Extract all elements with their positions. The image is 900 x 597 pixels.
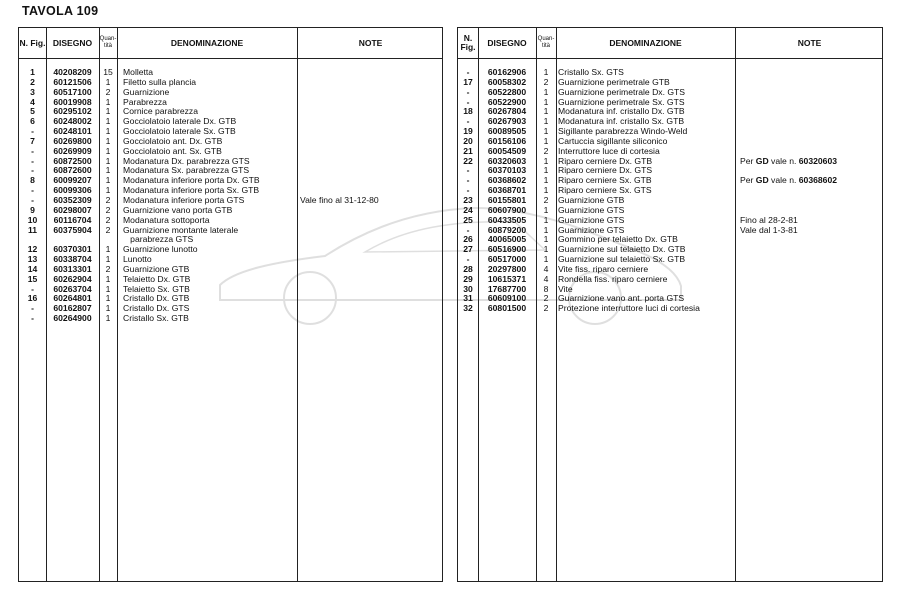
fig-number: 9 [30, 204, 35, 215]
rows-right [458, 68, 882, 314]
quantity: 1 [105, 185, 111, 196]
fig-number: - [31, 194, 34, 205]
denominazione: Riparo cerniere Sx. GTS [558, 185, 652, 196]
denominazione: Modanatura inferiore porta Dx. GTB [123, 175, 260, 186]
fig-number: 15 [27, 273, 38, 284]
fig-number: - [466, 116, 470, 127]
denominazione: Riparo cerniere Sx. GTB [558, 175, 652, 186]
disegno-code: 60058302 [487, 76, 527, 87]
note-prefix: Fino al 28-2-81 [740, 214, 798, 225]
disegno-code: 60517100 [53, 86, 92, 97]
fig-number: - [466, 185, 470, 196]
disegno-code: 60872500 [53, 155, 92, 166]
quantity: 1 [105, 244, 111, 255]
fig-number: - [31, 155, 34, 166]
note-part-number: 60368602 [798, 175, 838, 186]
fig-number: - [466, 224, 470, 235]
denominazione: Cristallo Sx. GTB [123, 313, 189, 324]
denominazione: parabrezza GTS [123, 234, 194, 245]
fig-number: 11 [27, 224, 38, 235]
denominazione: Guarnizione GTS [558, 204, 625, 215]
quantity: 1 [543, 86, 549, 97]
denominazione: Guarnizione perimetrale Dx. GTS [558, 86, 686, 97]
denominazione: Guarnizione vano ant. porta GTS [558, 293, 685, 304]
denominazione: Gocciolatoio ant. Sx. GTB [123, 145, 222, 156]
quantity: 1 [543, 224, 549, 235]
denominazione: Telaietto Dx. GTB [123, 273, 191, 284]
table-row [19, 226, 442, 236]
note-model: GD [755, 155, 769, 166]
fig-number: - [31, 313, 34, 324]
disegno-code: 60263704 [53, 283, 92, 294]
disegno-code: 60248002 [53, 116, 92, 127]
denominazione: Molletta [123, 67, 154, 77]
table-row [458, 304, 882, 314]
disegno-code: 60099306 [53, 185, 92, 196]
rows-left [19, 68, 442, 324]
page-title: TAVOLA 109 [22, 4, 99, 18]
disegno-code: 60516900 [487, 244, 527, 255]
denominazione: Guarnizione perimetrale GTB [558, 76, 670, 87]
quantity: 1 [543, 234, 549, 245]
fig-number: 26 [463, 234, 473, 245]
denominazione: Telaietto Sx. GTB [123, 283, 190, 294]
fig-number: - [466, 165, 470, 176]
table-row [19, 314, 442, 324]
denominazione: Cristallo Dx. GTS [123, 303, 190, 314]
denominazione: Cristallo Dx. GTB [123, 293, 190, 304]
denominazione: Gommino per telaietto Dx. GTB [558, 234, 678, 245]
fig-number: 12 [27, 244, 38, 255]
header-note: NOTE [797, 37, 822, 48]
parts-table-right [457, 27, 883, 582]
fig-number: 27 [463, 244, 473, 255]
disegno-code: 60522800 [487, 86, 527, 97]
note: Vale fino al 31-12-80 [300, 194, 379, 205]
denominazione: Sigillante parabrezza Windo-Weld [558, 126, 688, 137]
quantity: 2 [105, 224, 111, 235]
fig-number: 23 [463, 194, 473, 205]
disegno-code: 60607900 [487, 204, 527, 215]
denominazione: Guarnizione vano porta GTB [123, 204, 233, 215]
quantity: 1 [105, 126, 111, 137]
note-prefix: Per [740, 175, 756, 186]
quantity: 4 [543, 273, 549, 284]
quantity: 2 [105, 86, 111, 97]
disegno-code: 60338704 [53, 254, 92, 265]
denominazione: Guarnizione GTB [123, 263, 190, 274]
disegno-code: 60872600 [53, 165, 92, 176]
quantity: 2 [543, 303, 549, 314]
fig-number: 19 [463, 126, 473, 137]
note [740, 226, 798, 236]
fig-number: 32 [463, 303, 473, 314]
fig-number: - [31, 165, 34, 176]
denominazione: Vite fiss. riparo cerniere [558, 263, 649, 274]
disegno-code: 60054509 [487, 145, 527, 156]
disegno-code: 60522900 [487, 96, 527, 107]
note-prefix: Vale dal 1-3-81 [740, 224, 798, 235]
denominazione: Gocciolatoio laterale Dx. GTB [123, 116, 237, 127]
fig-number: 25 [463, 214, 473, 225]
fig-number: 4 [30, 96, 35, 107]
denominazione: Cristallo Sx. GTS [558, 67, 624, 77]
disegno-code: 60162906 [487, 67, 527, 77]
fig-number: 31 [463, 293, 473, 304]
quantity: 1 [105, 313, 111, 324]
header-disegno: DISEGNO [52, 37, 93, 48]
fig-number: 29 [463, 273, 473, 284]
quantity: 1 [105, 254, 111, 265]
disegno-code: 60019908 [53, 96, 92, 107]
parts-table-left [18, 27, 443, 582]
fig-number: 21 [463, 145, 473, 156]
disegno-code: 60269909 [53, 145, 92, 156]
quantity: 1 [543, 214, 549, 225]
quantity: 2 [543, 76, 549, 87]
quantity: 8 [543, 283, 549, 294]
disegno-code: 60517000 [487, 254, 527, 265]
denominazione: Protezione interruttore luci di cortesia [558, 303, 700, 314]
denominazione: Rondella fiss. riparo cerniere [558, 273, 668, 284]
denominazione: Cartuccia sigillante siliconico [558, 135, 668, 146]
quantity: 1 [543, 96, 549, 107]
quantity: 2 [543, 293, 549, 304]
disegno-code: 60262904 [53, 273, 92, 284]
fig-number: 8 [30, 175, 35, 186]
disegno-code: 60155801 [487, 194, 527, 205]
disegno-code: 60264900 [53, 313, 92, 324]
denominazione: Modanatura inf. cristallo Sx. GTB [558, 116, 685, 127]
quantity: 1 [105, 96, 111, 107]
quantity: 1 [105, 145, 111, 156]
denominazione: Gocciolatoio ant. Dx. GTB [123, 135, 223, 146]
quantity: 1 [543, 175, 549, 186]
fig-number: 30 [463, 283, 473, 294]
quantity: 1 [105, 175, 111, 186]
quantity: 2 [105, 263, 111, 274]
fig-number: 2 [30, 76, 35, 87]
note-model: GD [755, 175, 769, 186]
disegno-code: 60089505 [487, 126, 527, 137]
denominazione: Modanatura Sx. parabrezza GTS [123, 165, 250, 176]
fig-number: 22 [463, 155, 473, 166]
denominazione: Riparo cerniere Dx. GTB [558, 155, 653, 166]
disegno-code: 60162807 [53, 303, 92, 314]
denominazione: Modanatura sottoporta [123, 214, 210, 225]
fig-number: 24 [463, 204, 473, 215]
disegno-code: 40208209 [53, 67, 92, 77]
disegno-code: 60116704 [53, 214, 92, 225]
disegno-code: 60879200 [487, 224, 527, 235]
header-fig: N. Fig. [19, 37, 46, 48]
denominazione: Modanatura inf. cristallo Dx. GTB [558, 106, 685, 117]
quantity: 1 [105, 165, 111, 176]
denominazione: Lunotto [123, 254, 152, 265]
note [740, 157, 837, 167]
denominazione: Guarnizione GTB [558, 194, 625, 205]
quantity: 1 [105, 76, 111, 87]
header-note: NOTE [358, 37, 383, 48]
fig-number: - [466, 254, 470, 265]
quantity: 1 [105, 116, 111, 127]
quantity: 1 [543, 106, 549, 117]
denominazione: Modanatura Dx. parabrezza GTS [123, 155, 250, 166]
disegno-code: 60121506 [53, 76, 92, 87]
header-denominazione: DENOMINAZIONE [609, 37, 682, 48]
disegno-code: 60370103 [487, 165, 527, 176]
fig-number: 10 [27, 214, 38, 225]
header-denominazione: DENOMINAZIONE [170, 37, 244, 48]
fig-number: 6 [30, 116, 35, 127]
disegno-code: 60264801 [53, 293, 92, 304]
disegno-code: 60099207 [53, 175, 92, 186]
disegno-code: 60368602 [487, 175, 527, 186]
disegno-code: 20297800 [487, 263, 527, 274]
quantity: 1 [543, 116, 549, 127]
disegno-code: 60801500 [487, 303, 527, 314]
header-quantita: Quan- tità [99, 36, 117, 49]
denominazione: Gocciolatoio laterale Sx. GTB [123, 126, 236, 137]
denominazione: Riparo cerniere Dx. GTS [558, 165, 653, 176]
header-fig: N. Fig. [460, 33, 476, 52]
quantity: 1 [543, 126, 549, 137]
quantity: 1 [105, 155, 111, 166]
denominazione: Guarnizione sul telaietto Sx. GTB [558, 254, 686, 265]
quantity: 1 [105, 135, 111, 146]
quantity: 2 [105, 194, 111, 205]
fig-number: 28 [463, 263, 473, 274]
quantity: 1 [543, 204, 549, 215]
fig-number: - [31, 303, 34, 314]
quantity: 1 [543, 165, 549, 176]
fig-number: - [31, 126, 34, 137]
note-part-number: 60320603 [798, 155, 838, 166]
disegno-code: 60295102 [53, 106, 92, 117]
disegno-code: 60368701 [487, 185, 527, 196]
note-middle: vale n. [768, 155, 799, 166]
disegno-code: 60609100 [487, 293, 527, 304]
quantity: 1 [543, 254, 549, 265]
quantity: 15 [103, 67, 113, 77]
denominazione: Guarnizione GTS [558, 224, 625, 235]
disegno-code: 17687700 [487, 283, 527, 294]
quantity: 1 [105, 106, 111, 117]
denominazione: Guarnizione perimetrale Sx. GTS [558, 96, 685, 107]
fig-number: 14 [27, 263, 38, 274]
disegno-code: 60375904 [53, 224, 92, 235]
fig-number: 3 [30, 86, 35, 97]
quantity: 1 [543, 244, 549, 255]
fig-number: - [31, 145, 34, 156]
denominazione: Vite [558, 283, 573, 294]
fig-number: 13 [27, 254, 38, 265]
fig-number: - [31, 283, 34, 294]
fig-number: 18 [463, 106, 473, 117]
disegno-code: 60370301 [53, 244, 92, 255]
denominazione: Guarnizione GTS [558, 214, 625, 225]
fig-number: - [31, 185, 34, 196]
header-quantita: Quan- tità [537, 36, 555, 49]
disegno-code: 60269800 [53, 135, 92, 146]
quantity: 1 [105, 303, 111, 314]
fig-number: 1 [30, 67, 35, 77]
disegno-code: 60313301 [53, 263, 92, 274]
quantity: 1 [105, 293, 111, 304]
quantity: 4 [543, 263, 549, 274]
quantity: 1 [543, 185, 549, 196]
quantity: 2 [543, 145, 549, 156]
note [740, 176, 837, 186]
denominazione: Guarnizione [123, 86, 170, 97]
disegno-code: 60352309 [53, 194, 92, 205]
disegno-code: 40065005 [487, 234, 527, 245]
quantity: 2 [105, 204, 111, 215]
disegno-code: 60320603 [487, 155, 527, 166]
denominazione: Parabrezza [123, 96, 167, 107]
denominazione: Guarnizione sul telaietto Dx. GTB [558, 244, 686, 255]
disegno-code: 60156106 [487, 135, 527, 146]
fig-number: 7 [30, 135, 35, 146]
quantity: 1 [105, 283, 111, 294]
fig-number: - [466, 86, 470, 97]
disegno-code: 60248101 [53, 126, 92, 137]
denominazione: Guarnizione lunotto [123, 244, 198, 255]
disegno-code: 60267903 [487, 116, 527, 127]
disegno-code: 60298007 [53, 204, 92, 215]
header-disegno: DISEGNO [487, 37, 527, 48]
quantity: 2 [543, 194, 549, 205]
denominazione: Modanatura inferiore porta Sx. GTB [123, 185, 260, 196]
note-prefix: Per [740, 155, 756, 166]
note-middle: vale n. [768, 175, 799, 186]
denominazione: Guarnizione montante laterale [123, 224, 239, 235]
fig-number: 17 [463, 76, 473, 87]
quantity: 1 [543, 67, 549, 77]
fig-number: 16 [27, 293, 38, 304]
denominazione: Cornice parabrezza [123, 106, 198, 117]
fig-number: - [466, 175, 470, 186]
quantity: 1 [543, 155, 549, 166]
disegno-code: 60267804 [487, 106, 527, 117]
denominazione: Modanatura inferiore porta GTS [123, 194, 245, 205]
quantity: 1 [543, 135, 549, 146]
fig-number: 5 [30, 106, 35, 117]
fig-number: 20 [463, 135, 473, 146]
denominazione: Filetto sulla plancia [123, 76, 197, 87]
quantity: 2 [105, 214, 111, 225]
denominazione: Interruttore luce di cortesia [558, 145, 660, 156]
disegno-code: 60433505 [487, 214, 527, 225]
fig-number: - [466, 96, 470, 107]
quantity: 1 [105, 273, 111, 284]
fig-number: - [466, 67, 470, 77]
disegno-code: 10615371 [487, 273, 527, 284]
